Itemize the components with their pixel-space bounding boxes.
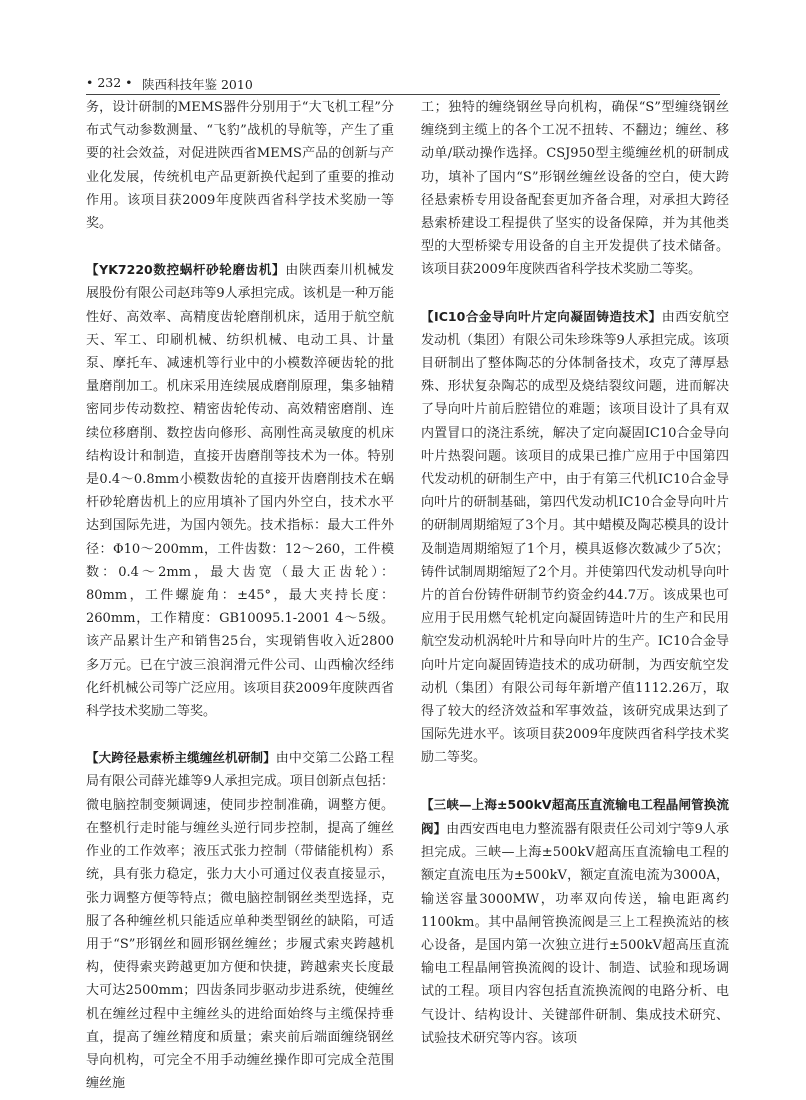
entry-title: 【IC10合金导向叶片定向凝固铸造技术】 <box>421 308 662 324</box>
continuation-paragraph: 务，设计研制的MEMS器件分别用于“大飞机工程”分布式气动参数测量、“飞豹”战机的导航等，产生了重要的社会效益，对促进陕西省MEMS产品的创新与产业化发展，传统机电产品更新换代起到了重要的推动作用。该项目获2009年度陕西省科学技术奖励一等奖。 <box>86 100 394 232</box>
entry-title: 【YK7220数控蜗杆砂轮磨齿机】 <box>86 262 286 278</box>
page-number: • 232 • <box>86 75 133 90</box>
page-header <box>86 72 720 95</box>
entry-body: 由西安西电电力整流器有限责任公司刘宁等9人承担完成。三峡—上海±500kV超高压直流输电工程的额定直流电压为±500kV，额定直流电流为3000A，输送容量3000MW，功率双向传送，输电距离约1100km。其中晶闸管换流阀是三上工程换流站的核心设备，是国内第一次独立进行±500kV超高压直流输电工程晶闸管换流阀的设计、制造、试验和现场调试的工程。项目内容包括直流换流阀的电路分析、电气设计、结构设计、关键部件研制、集成技术研究、试验技术研究等内容。该项 <box>421 821 729 1046</box>
right-column <box>421 96 729 1050</box>
continuation-paragraph: 工；独特的缠绕钢丝导向机构，确保“S”型缠绕钢丝缠绕到主缆上的各个工况不扭转、不翻边；缠丝、移动单/联动操作选择。CSJ950型主缆缠丝机的研制成功，填补了国内“S”形钢丝缠丝设备的空白，使大跨径悬索桥专用设备配套更加齐备合理，对承担大跨径悬索桥建设工程提供了坚实的设备保障，并为其他类型的大型桥梁专用设备的自主开发提供了技术储备。该项目获2009年度陕西省科学技术奖励二等奖。 <box>421 100 729 278</box>
entry-title: 【大跨径悬索桥主缆缠丝机研制】 <box>86 750 276 766</box>
entry-yk7220 <box>86 258 394 723</box>
entry-ic10-casting <box>421 305 729 770</box>
entry-body: 由西安航空发动机（集团）有限公司朱珍珠等9人承担完成。该项目研制出了整体陶芯的分体制备技术，攻克了薄厚悬殊、形状复杂陶芯的成型及烧结裂纹问题，进而解决了导向叶片前后腔错位的难题；该项目设计了具有双内置冒口的浇注系统，解决了定向凝固IC10合金导向叶片热裂问题。该项目的成果已推广应用于中国第四代发动机的研制生产中，由于有第三代机IC10合金导向叶片的研制基础，第四代发动机IC10合金导向叶片的研制周期缩短了3个月。其中蜡模及陶芯模具的设计及制造周期缩短了1个月，模具返修次数减少了5次；铸件试制周期缩短了2个月。并使第四代发动机导向叶片的首台份铸件研制节约资金约44.7万。该成果也可应用于民用燃气轮机定向凝固铸造叶片的生产和民用航空发动机涡轮叶片和导向叶片的生产。IC10合金导向叶片定向凝固铸造技术的成功研制，为西安航空发动机（集团）有限公司每年新增产值1112.26万，取得了较大的经济效益和军事效益，该研究成果达到了国际先进水平。该项目获2009年度陕西省科学技术奖励二等奖。 <box>421 309 729 766</box>
left-column <box>86 96 394 1095</box>
entry-title: 【三峡—上海±500kV超高压直流输电工程晶闸管换流阀】 <box>421 796 729 836</box>
entry-cable-wrapping <box>86 746 394 1095</box>
entry-body: 由中交第二公路工程局有限公司薛光雄等9人承担完成。项目创新点包括：微电脑控制变频调速，使同步控制准确，调整方便。在整机行走时能与缠丝头逆行同步控制，提高了缠丝作业的工作效率；液压式张力控制（带储能机构）系统，具有张力稳定，张力大小可通过仪表直接显示，张力调整方便等特点；微电脑控制钢丝类型选择，克服了各种缠丝机只能适应单种类型钢丝的缺陷，可适用于“S”形钢丝和圆形钢丝缠丝；步履式索夹跨越机构，使得索夹跨越更加方便和快捷，跨越索夹长度最大可达2500mm；四齿条同步驱动步进系统，使缠丝机在缠丝过程中主缠丝头的进给面始终与主缆保持垂直，提高了缠丝精度和质量；索夹前后端面缠绕钢丝导向机构，可完全不用手动缠丝操作即可完成全范围缠丝施 <box>86 751 394 1092</box>
entry-body: 由陕西秦川机械发展股份有限公司赵玮等9人承担完成。该机是一种万能性好、高效率、高精度齿轮磨削机床，适用于航空航天、军工、印刷机械、纺织机械、电动工具、计量泵、摩托车、减速机等行业中的小模数淬硬齿轮的批量磨削加工。机床采用连续展成磨削原理，集多轴精密同步传动数控、精密齿轮传动、高效精密磨削、连续位移磨削、数控齿向修形、高刚性高灵敏度的机床结构设计和制造，直接开齿磨削等技术为一体。特别是0.4～0.8mm小模数齿轮的直接开齿磨削技术在蜗杆砂轮磨齿机上的应用填补了国内外空白，技术水平达到国际先进，为国内领先。技术指标：最大工件外径：Φ10～200mm，工件齿数：12～260，工件模数：0.4～2mm，最大齿宽（最大正齿轮）：80mm，工件螺旋角：±45°，最大夹持长度：260mm，工作精度：GB10095.1-2001 4～5级。该产品累计生产和销售25台，实现销售收入近2800多万元。已在宁波三浪润滑元件公司、山西榆次经纬化纤机械公司等广泛应用。该项目获2009年度陕西省科学技术奖励二等奖。 <box>86 263 394 720</box>
journal-title: 陕西科技年鉴 2010 <box>142 77 253 92</box>
entry-thyristor-valve <box>421 793 729 1050</box>
